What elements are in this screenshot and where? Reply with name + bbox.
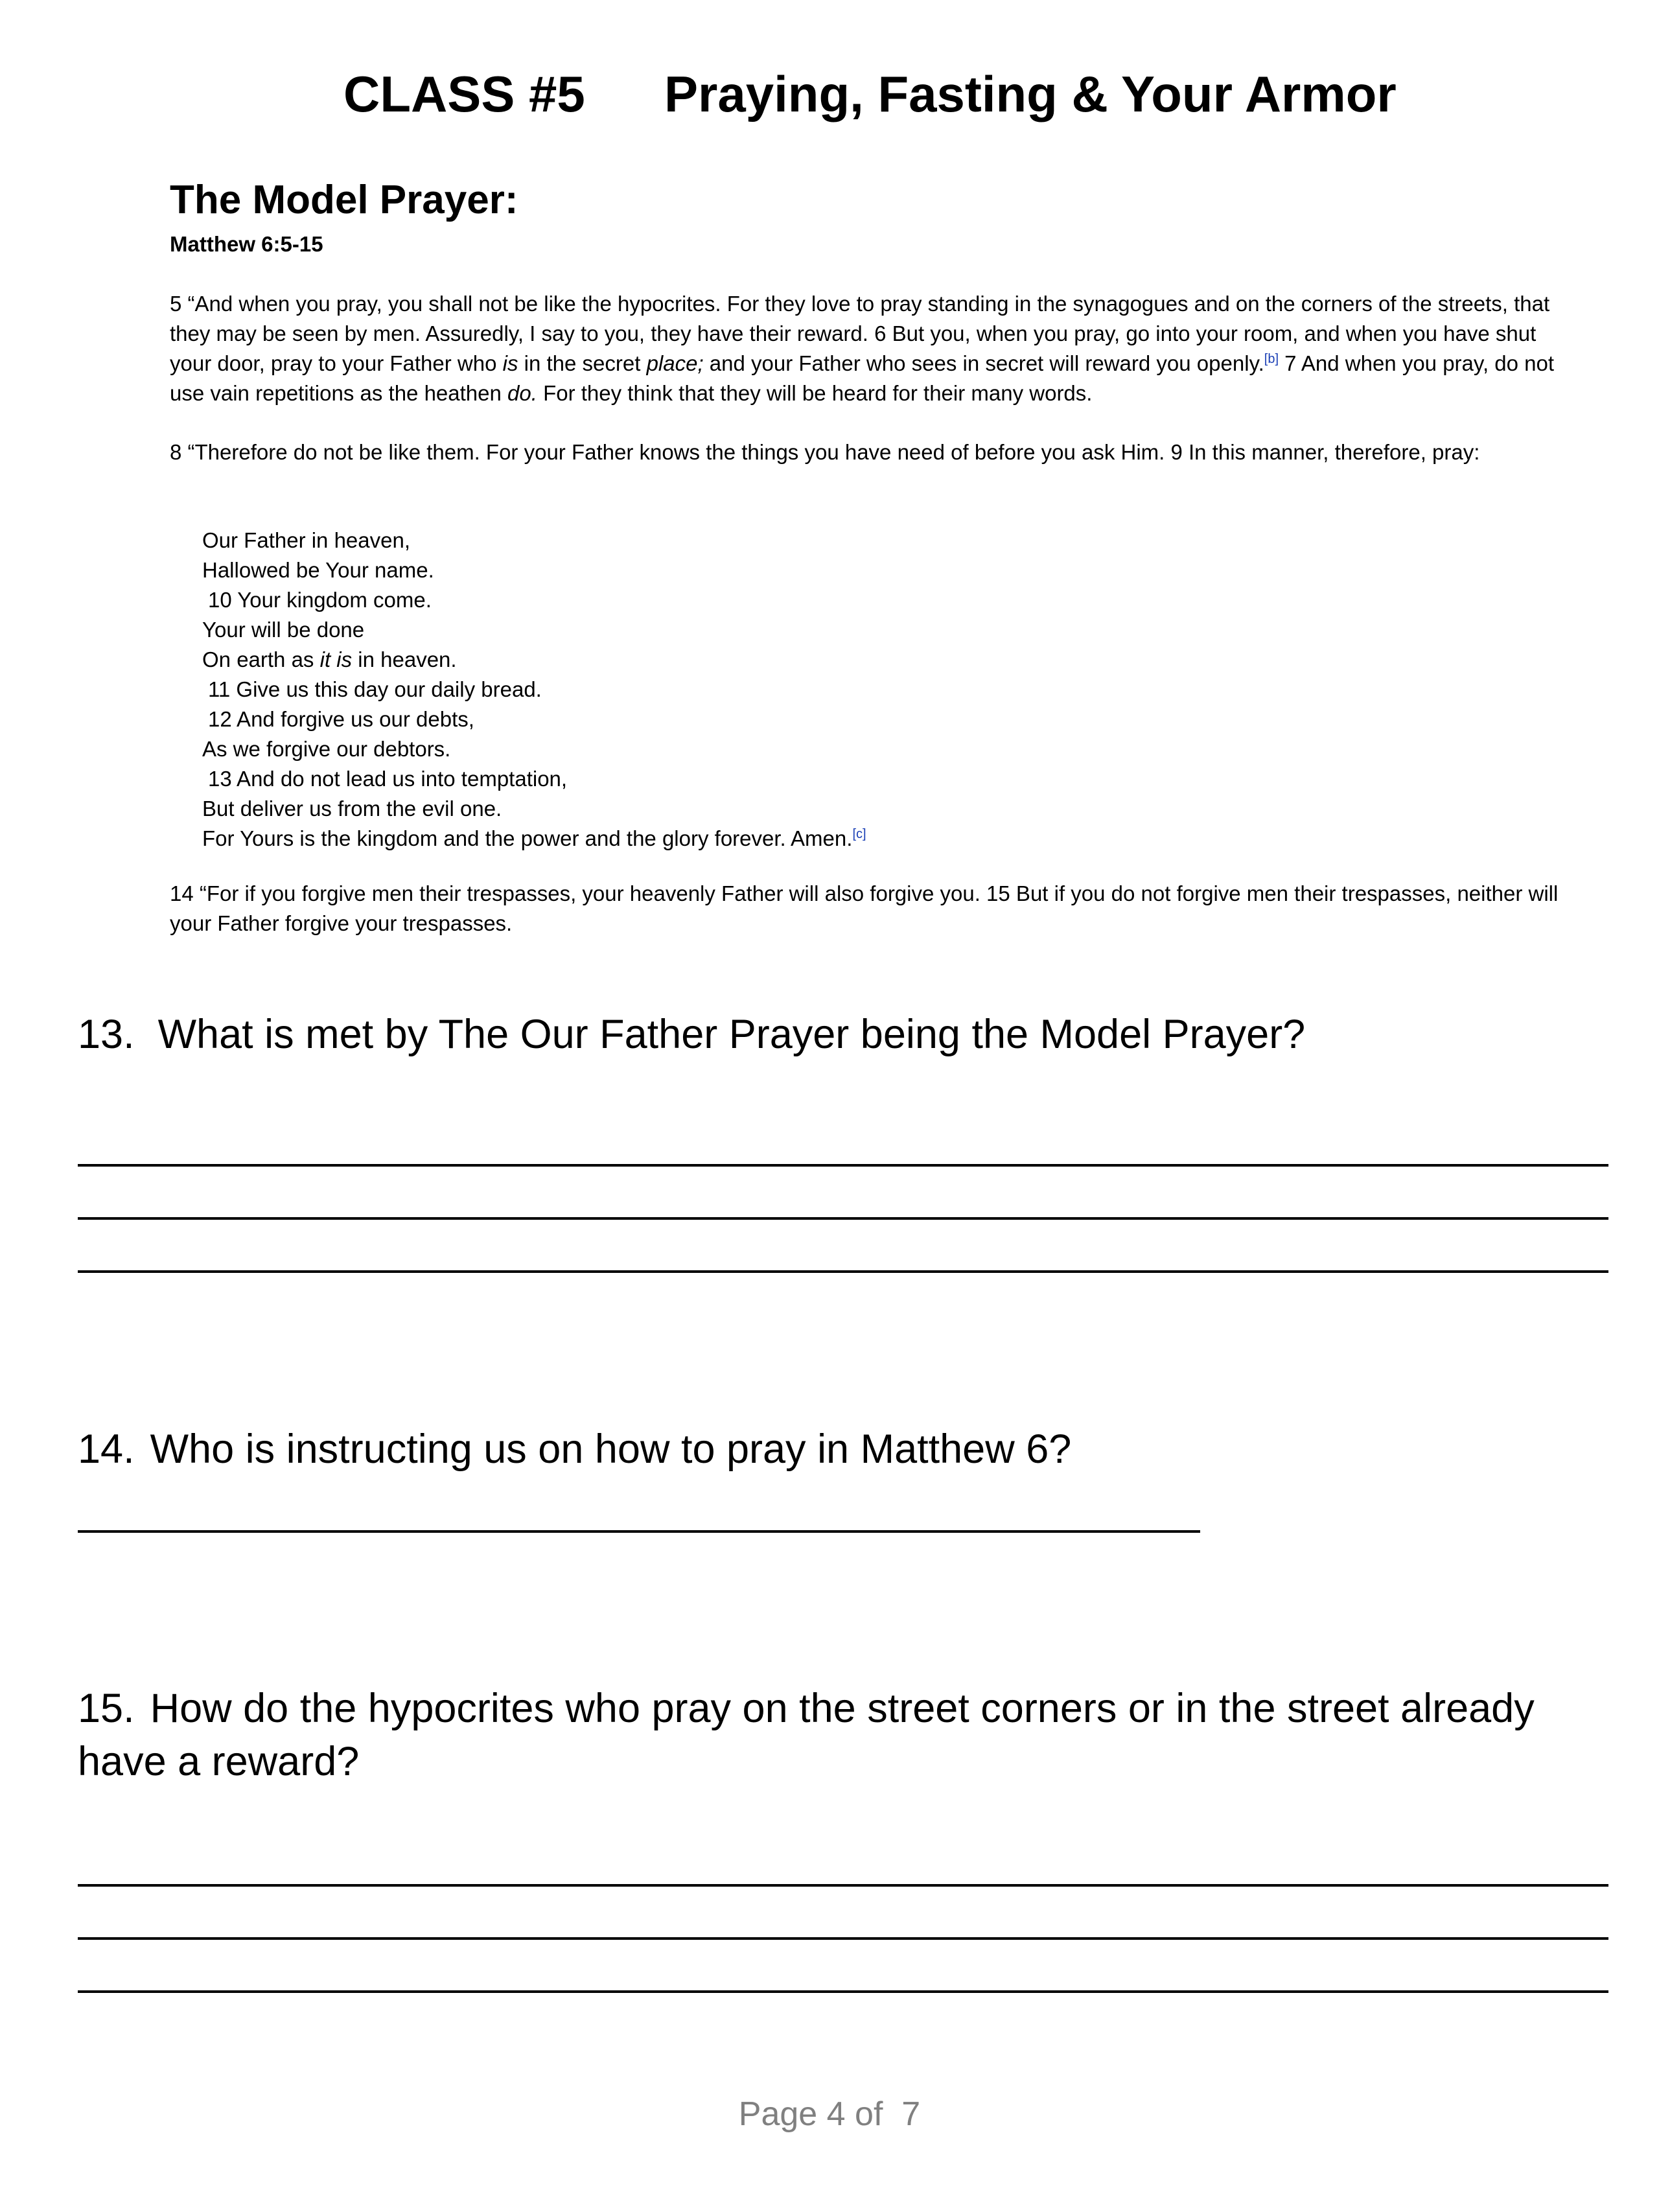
question-number: 14. xyxy=(78,1426,135,1472)
answer-line[interactable] xyxy=(78,1530,1200,1533)
footnote-link-b[interactable]: [b] xyxy=(1264,352,1279,366)
scripture-italic: place; xyxy=(646,351,704,375)
prayer-line: Your will be done xyxy=(202,618,365,642)
question-13 xyxy=(78,1008,1607,1061)
scripture-text: 7 And when you pray, do not use vain repetitions as the heathen xyxy=(170,351,1555,405)
answer-line[interactable] xyxy=(78,1164,1608,1167)
answer-line[interactable] xyxy=(78,1270,1608,1273)
scripture-paragraph-2: 8 “Therefore do not be like them. For your Father knows the things you have need of before you ask Him. 9 In this manner, therefore, pray: xyxy=(170,440,1480,464)
question-text: What is met by The Our Father Prayer being the Model Prayer? xyxy=(157,1012,1306,1057)
scripture-italic: is xyxy=(502,351,518,375)
prayer-text: For Yours is the kingdom and the power and the glory forever. Amen. xyxy=(202,826,853,850)
scripture-text: in the secret xyxy=(518,351,647,375)
prayer-text: in heaven. xyxy=(352,647,457,671)
question-number: 15. xyxy=(78,1686,135,1731)
prayer-line: Our Father in heaven, xyxy=(202,528,411,552)
scripture-paragraph-1 xyxy=(170,289,1563,408)
prayer-line: 13 And do not lead us into temptation, xyxy=(208,767,568,791)
class-subject: Praying, Fasting & Your Armor xyxy=(664,65,1397,122)
prayer-italic: it is xyxy=(319,647,353,671)
scripture-text: and your Father who sees in secret will reward you openly. xyxy=(703,351,1264,375)
prayer-line: Hallowed be Your name. xyxy=(202,558,434,582)
prayer-line: 12 And forgive us our debts, xyxy=(208,707,474,731)
scripture-italic: do. xyxy=(507,381,537,405)
question-number: 13. xyxy=(78,1012,135,1057)
question-text: Who is instructing us on how to pray in Matthew 6? xyxy=(150,1426,1072,1472)
prayer-line xyxy=(202,645,866,675)
scripture-paragraph-3: 14 “For if you forgive men their trespasses, your heavenly Father will also forgive you. 15 But if you do not forgive men their trespasses, neither will your Father forgive your trespasses. xyxy=(170,881,1559,935)
prayer-line xyxy=(202,824,866,854)
prayer-line: As we forgive our debtors. xyxy=(202,737,451,761)
prayer-line: 10 Your kingdom come. xyxy=(208,588,432,612)
scripture-reference: Matthew 6:5-15 xyxy=(170,232,323,256)
prayer-line: 11 Give us this day our daily bread. xyxy=(208,677,542,701)
answer-line[interactable] xyxy=(78,1884,1608,1887)
question-15 xyxy=(78,1682,1620,1788)
footnote-link-c[interactable]: [c] xyxy=(852,827,866,841)
scripture-text: 5 “And when you pray, you shall not be like the hypocrites. For they love to pray standing in the synagogues and on the corners of the streets, that they may be seen by men. Assuredly, I say to you, they have their reward. 6 But you, when you pray, go into your room, and when you have shut your door, pray to your Father who xyxy=(170,292,1550,375)
page-number-label: Page 4 of 7 xyxy=(738,2095,921,2133)
scripture-text: For they think that they will be heard for their many words. xyxy=(537,381,1093,405)
answer-line[interactable] xyxy=(78,1217,1608,1220)
prayer-text: On earth as xyxy=(202,647,320,671)
question-text: How do the hypocrites who pray on the street corners or in the street already have a reward? xyxy=(78,1686,1535,1784)
answer-line[interactable] xyxy=(78,1937,1608,1940)
prayer-line: But deliver us from the evil one. xyxy=(202,797,502,821)
model-prayer xyxy=(202,526,866,854)
page-number xyxy=(0,2095,1659,2134)
question-14 xyxy=(78,1423,1607,1476)
section-heading: The Model Prayer: xyxy=(170,178,518,222)
answer-line[interactable] xyxy=(78,1990,1608,1993)
class-number: CLASS #5 xyxy=(343,65,585,122)
